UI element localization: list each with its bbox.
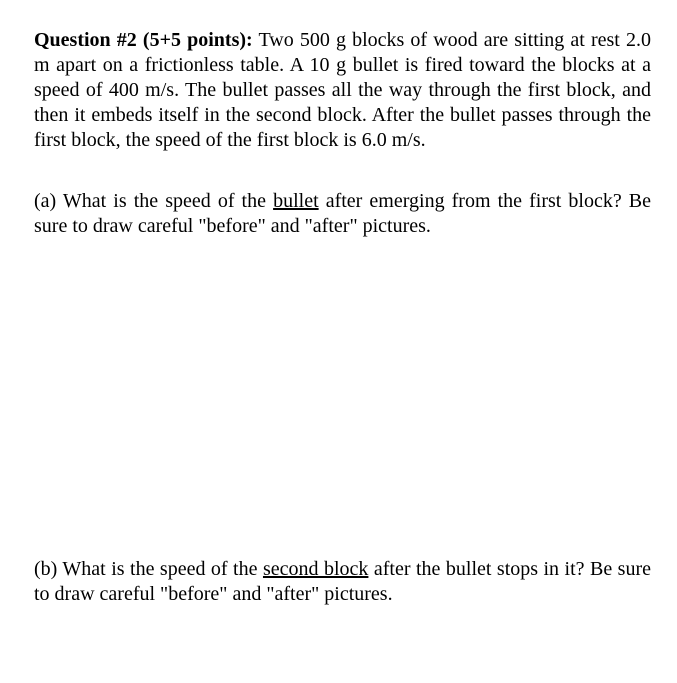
part-b-text [34, 557, 651, 607]
part-a-emphasis: bullet [273, 190, 319, 212]
question-heading: Question #2 (5+5 points): [34, 29, 253, 51]
part-a-lead: (a) What is the speed of the [34, 190, 274, 212]
part-b-lead: (b) What is the speed of the [34, 558, 263, 580]
question-body: Two 500 g blocks of wood are sitting at rest 2.0 m apart on a frictionless table. A 10 g bullet is fired toward the blocks at a speed of 400 m/s. The bullet passes all the way through the first block, and then it embeds itself in the second block. After the bullet passes through the first block, the speed of the first block is 6.0 m/s. [34, 29, 651, 151]
part-b [34, 557, 651, 607]
part-a [34, 189, 651, 239]
question-text [34, 28, 651, 153]
part-b-tail: after the bullet stops in it? Be sure to draw careful "before" and "after" pictures. [34, 558, 651, 605]
part-a-tail: after emerging from the first block? Be sure to draw careful "before" and "after" pictures. [34, 190, 651, 237]
part-a-text [34, 189, 651, 239]
question-block [34, 28, 651, 153]
part-b-emphasis: second block [262, 558, 369, 580]
